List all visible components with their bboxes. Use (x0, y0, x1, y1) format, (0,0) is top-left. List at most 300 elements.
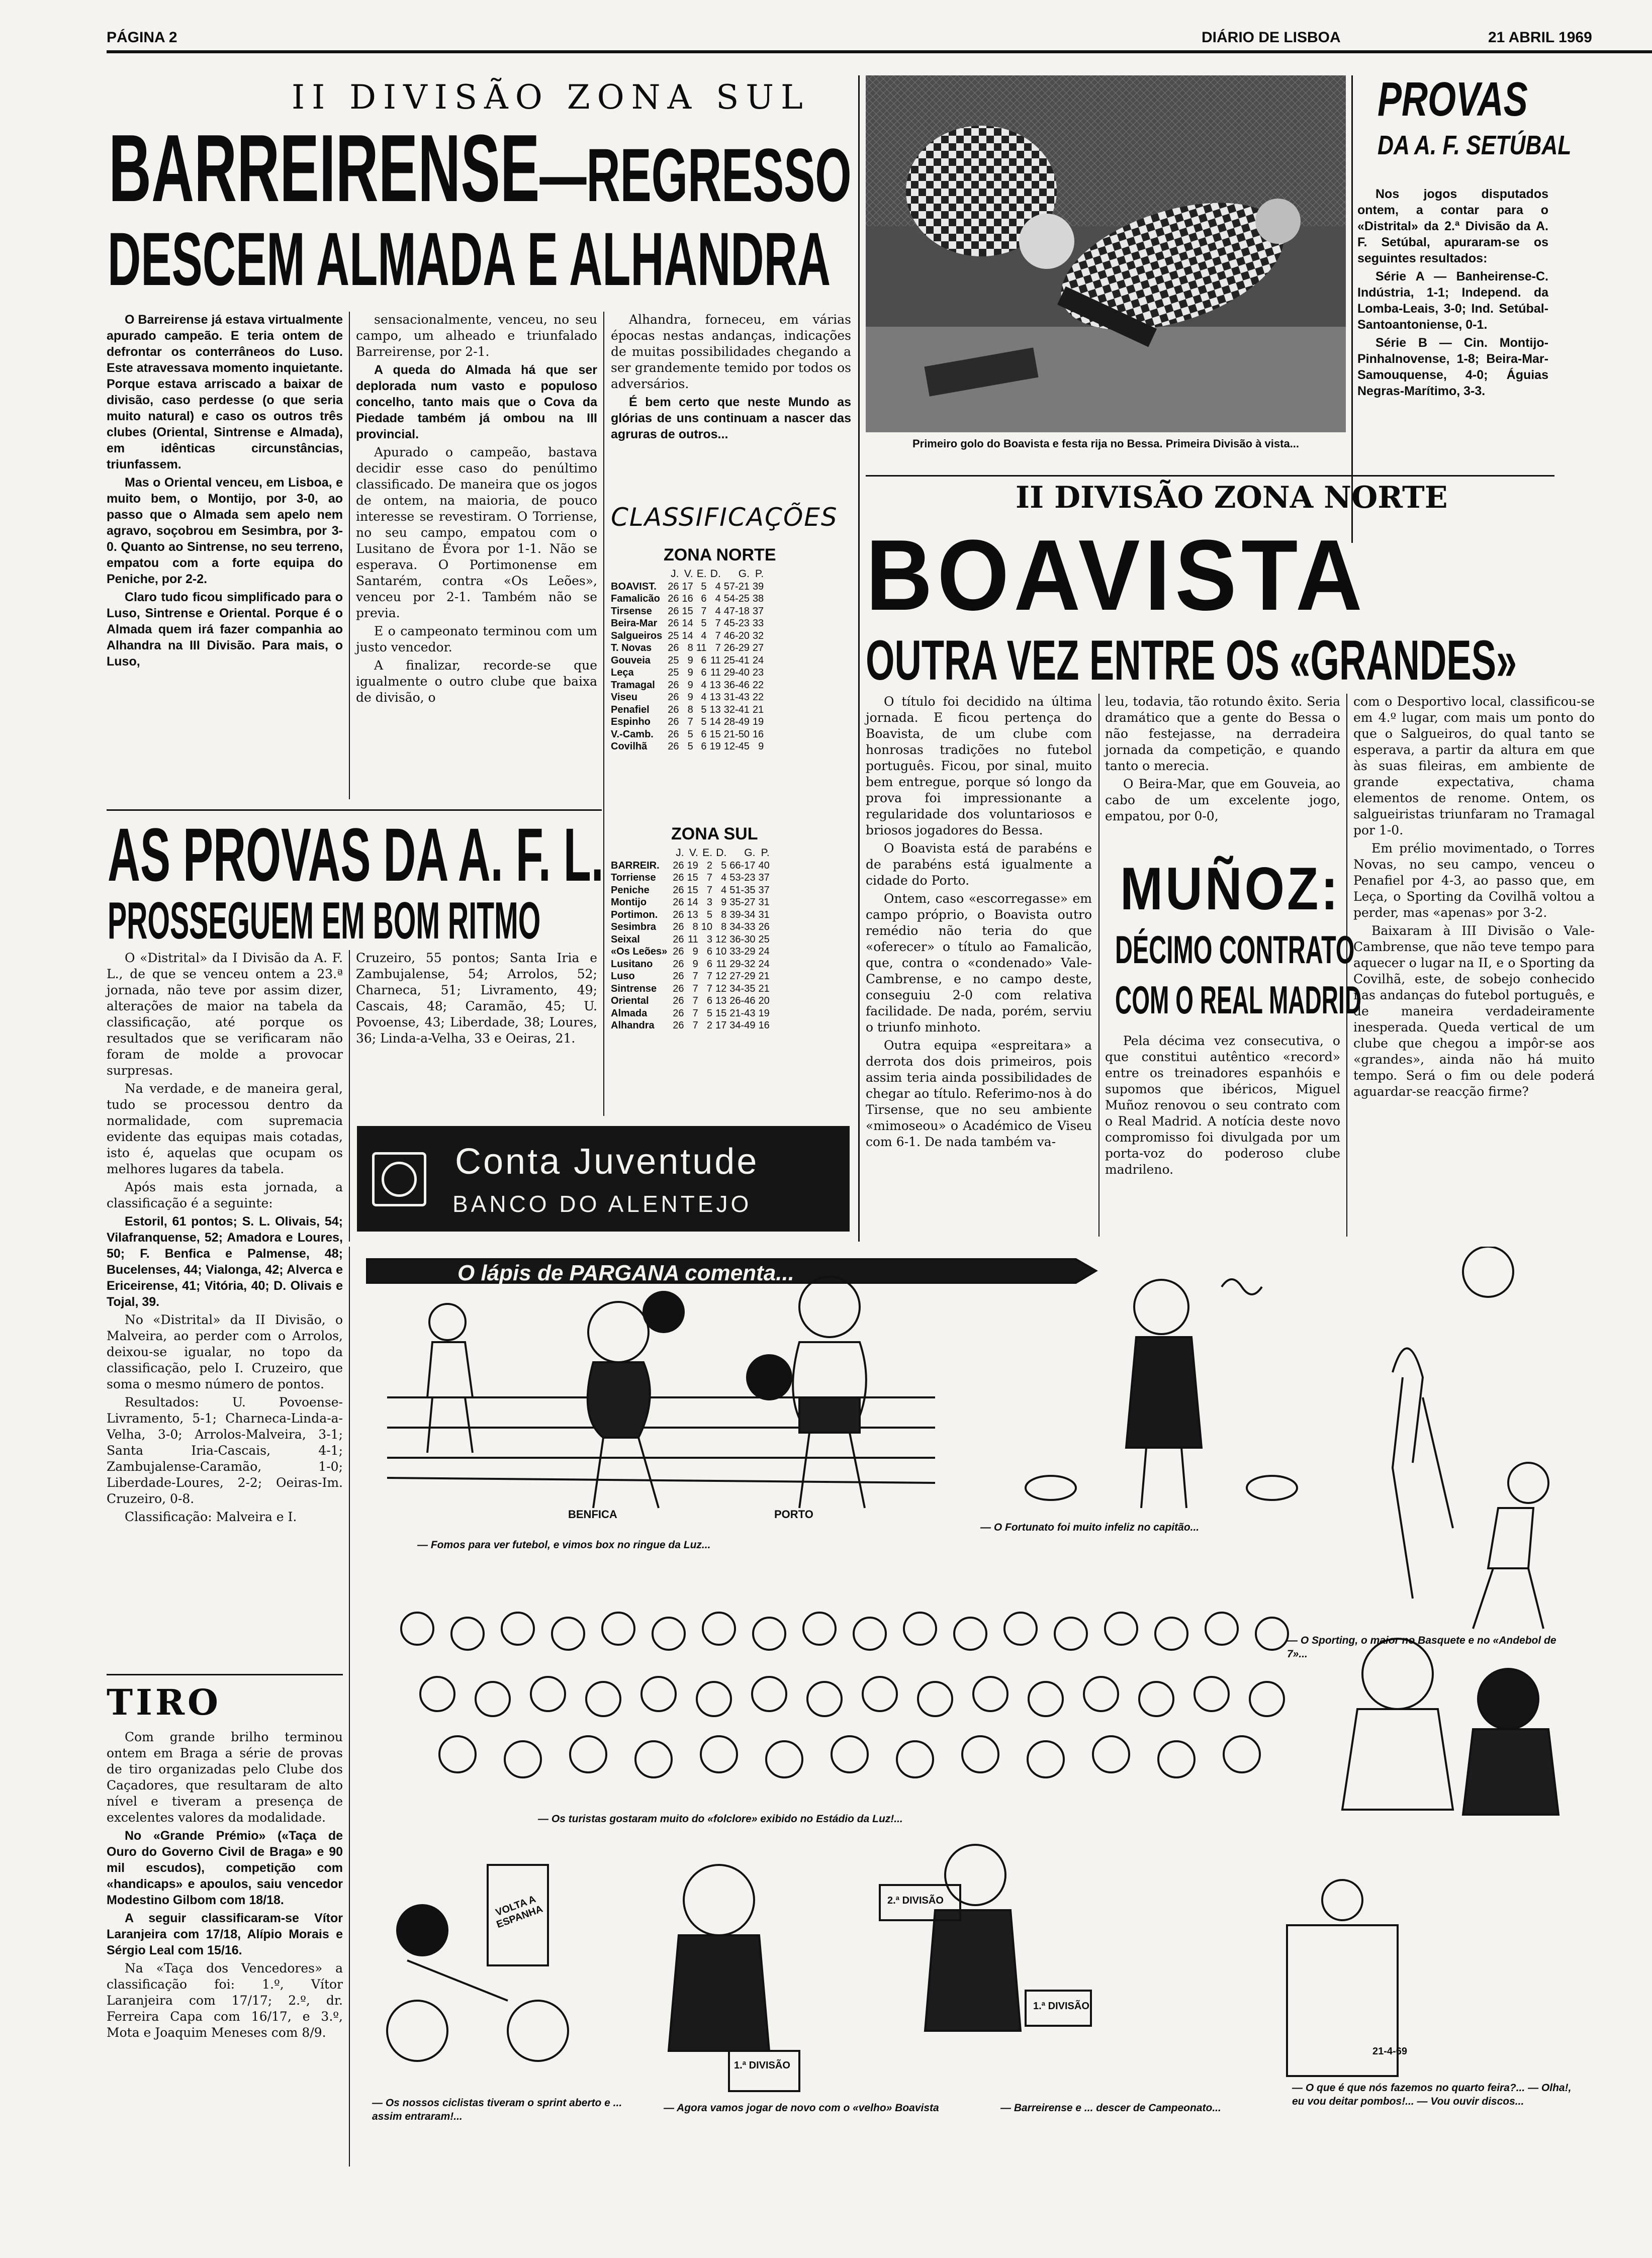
stat-cell: 19 (758, 1007, 770, 1019)
paragraph: Ontem, caso «escorregasse» em campo próprio, o Boavista outro remédio não teria do que «oferecer» o título ao Famalicão, que, contra o «condenado» Vale-Cambrense, e no campo deste, conseguiu 2-0 com relativa facilidade. De nada, porém, serviu o triunfo minhoto. (866, 891, 1092, 1034)
team-name: Salgueiros (611, 630, 663, 641)
section-rule (107, 809, 602, 811)
table-row (609, 884, 771, 897)
stat-cell: 16 (752, 728, 764, 740)
column-rule (858, 75, 860, 1242)
stat-cell: 6 (701, 741, 707, 752)
header-cell: J. (676, 847, 684, 859)
team-name: Viseu (611, 692, 637, 703)
issue-date: 21 ABRIL 1969 (1488, 29, 1592, 46)
barreirense-title (109, 115, 852, 223)
stat-cell: 26 (673, 884, 684, 896)
stat-cell: 26 (758, 921, 770, 932)
paragraph: Classificação: Malveira e I. (125, 1510, 297, 1524)
stat-cell: 39-34 (729, 909, 756, 920)
stat-cell: 11 (716, 958, 727, 970)
setubal-subtitle: DA A. F. SETÚBAL (1378, 130, 1572, 160)
team-name: Covilhã (611, 741, 648, 752)
header-cell: V. (684, 568, 693, 580)
masthead-rule (107, 50, 1652, 53)
paragraph: No «Grande Prémio» («Taça de Ouro do Governo Civil de Braga» e 90 mil escudos), competição com «handicaps» e apoulos, saiu vencedor Modestino Gilbom com 18/18. (107, 1829, 343, 1907)
stat-cell: 9 (687, 667, 693, 678)
stat-cell: 17 (715, 1020, 727, 1031)
barreirense-col-3 (611, 312, 851, 444)
standings-table-sul (609, 847, 771, 1032)
stat-cell: 11 (688, 933, 698, 945)
stat-cell: 21-50 (723, 728, 750, 740)
team-name: Seixal (611, 933, 640, 945)
paragraph: Cruzeiro, 55 pontos; Santa Iria e Zambujalense, 54; Arrolos, 52; Charneca, 51; Livramento, 49; Cascais, 48; Caramão, 45; U. Povoense, 43; Liberdade, 38; Loures, 36; Linda-a-Velha, 33 e Oeiras, 21. (356, 951, 597, 1046)
stat-cell: 5 (706, 909, 713, 920)
header-cell: J. (671, 568, 679, 580)
team-name: Espinho (611, 716, 651, 727)
table-row (609, 740, 765, 753)
page-number: PÁGINA 2 (107, 29, 177, 46)
boavista-subtitle: OUTRA VEZ ENTRE OS «GRANDES» (866, 629, 1517, 692)
bank-logo-icon (372, 1152, 426, 1206)
stat-cell: 7 (687, 716, 693, 727)
stat-cell: 54-25 (723, 593, 750, 604)
paragraph: Após mais esta jornada, a classificação é a seguinte: (107, 1180, 343, 1210)
team-name: T. Novas (611, 642, 652, 653)
stat-cell: 24 (758, 958, 770, 970)
stat-cell: 8 (687, 704, 693, 715)
stat-cell: 26 (673, 971, 684, 982)
boavista-col-2 (1105, 694, 1340, 826)
barreirense-title-main: BARREIRENSE (109, 115, 540, 222)
paragraph: A queda do Almada há que ser deplorada num vasto e populoso concelho, tanto mais que o Cova da Piedade também já ombou na III provincial. (356, 363, 597, 441)
stat-cell: 7 (692, 983, 698, 994)
table-row (609, 872, 771, 884)
section-rule (866, 475, 1554, 477)
stat-cell: 8 (687, 642, 693, 653)
table-row (609, 860, 771, 872)
paragraph: Em prélio movimentado, o Torres Novas, no seu campo, venceu o Penafiel por 4-3, ao passo que, em Leça, o Sporting da Covilhã voltou a perder, mas «apenas» por 3-2. (1353, 841, 1595, 920)
paragraph: Mas o Oriental venceu, em Lisboa, e muito bem, o Montijo, por 3-0, ao passo que o Almada sem apelo nem agravo, soçobrou em Sesimbra, por 3-0. Quanto ao Sintrense, no seu terreno, empatou com a forte equipa do Peniche, por 2-2. (107, 476, 343, 586)
table-row (609, 593, 765, 605)
table-row (609, 581, 765, 593)
column-rule (1098, 694, 1099, 1237)
stat-cell: 26 (668, 642, 679, 653)
team-name: Beira-Mar (611, 618, 658, 629)
stat-cell: 5 (701, 581, 707, 592)
stat-cell: 4 (701, 630, 707, 641)
paragraph: Estoril, 61 pontos; S. L. Olivais, 54; Vilafranquense, 52; Amadora e Loures, 50; F. Benfica e Palmense, 48; Bucelenses, 44; Vialonga, 42; Alverca e Ericeirense, 41; Vitória, 40; D. Olivais e Tojal, 39. (107, 1214, 343, 1309)
paragraph: Baixaram à III Divisão o Vale-Cambrense, que não teve tempo para aquecer o lugar na II, e o Sporting da Covilhã, este, de sobejo conhecido nas andanças do futebol português, e de maneira verdadeiramente inesperada. Queda vertical de um clube que chegou a impôr-se aos «grandes», ainda não há muito tempo. Será o fim ou dele poderá aguardar-se reacção firme? (1353, 923, 1595, 1099)
table-header-row (609, 568, 765, 581)
classificacoes-title: CLASSIFICAÇÕES (611, 503, 838, 532)
stat-cell: 32-41 (723, 704, 750, 715)
stat-cell: 13 (715, 995, 727, 1006)
stat-cell: 26 (668, 692, 679, 703)
stat-cell: 40 (758, 860, 770, 871)
stat-cell: 9 (692, 946, 698, 957)
stat-cell: 22 (752, 692, 764, 703)
stat-cell: 5 (706, 1007, 713, 1019)
setubal-title: PROVAS (1378, 72, 1528, 126)
stat-cell: 26 (668, 716, 679, 727)
ad-headline: Conta Juventude (455, 1142, 759, 1182)
paragraph: É bem certo que neste Mundo as glórias de uns continuam a nascer das agruras de outros... (611, 395, 851, 441)
stat-cell: 9 (687, 679, 693, 691)
paragraph: O Beira-Mar, que em Gouveia, ao cabo de um excelente jogo, empatou, por 0-0, (1105, 777, 1340, 823)
table-header-row (609, 847, 771, 860)
stat-cell: 26 (673, 958, 684, 970)
stat-cell: 26 (673, 909, 684, 920)
column-rule (603, 312, 604, 1116)
team-name: BOAVIST. (611, 581, 657, 592)
boavista-title: BOAVISTA (866, 519, 1367, 631)
table-row (609, 630, 765, 642)
stat-cell: 8 (721, 909, 727, 920)
stat-cell: 26 (668, 679, 679, 691)
boavista-kicker: II DIVISÃO ZONA NORTE (1016, 480, 1448, 515)
stat-cell: 12-45 (723, 741, 750, 752)
munoz-subtitle-2: COM O REAL MADRID (1115, 978, 1362, 1022)
stat-cell: 26 (668, 728, 679, 740)
paragraph: Na verdade, e de maneira geral, tudo se processou dentro da normalidade, com supremacia evidente das equipas mais cotadas, isto é, aquelas que ocupam os melhores lugares da tabela. (107, 1081, 343, 1176)
table-row (609, 679, 765, 692)
stat-cell: 26 (668, 593, 679, 604)
stat-cell: 10 (701, 921, 713, 932)
stat-cell: 21 (758, 983, 770, 994)
stat-cell: 9 (687, 692, 693, 703)
stat-cell: 3 (706, 897, 713, 908)
paragraph: Nos jogos disputados ontem, a contar para o «Distrital» da 2.ª Divisão da A. F. Setúbal, apuraram-se os seguintes resultados: (1357, 187, 1548, 265)
stat-cell: 8 (721, 921, 727, 932)
paragraph: com o Desportivo local, classificou-se em 4.º lugar, com mais um ponto do que o Salgueiros, do qual tanto se esperava, a partir da altura em que às suas fileiras, em ambiente de grande expectativa, chama elementos de renome. Ontem, os salgueiristas triunfaram no Tramagal por 1-0. (1353, 694, 1595, 837)
label-volta: VOLTA A ESPANHA (494, 1894, 544, 1931)
team-name: Montijo (611, 897, 647, 908)
paragraph: Pela décima vez consecutiva, o que constitui autêntico «record» entre os treinadores espanhóis e supomos que ibéricos, Miguel Muñoz renovou o seu contrato com o Real Madrid. A notícia deste novo compromisso foi divulgada por um porta-voz do poderoso clube madrileno. (1105, 1033, 1340, 1177)
stat-cell: 21 (752, 704, 764, 715)
stat-cell: 46-20 (723, 630, 750, 641)
stat-cell: 5 (687, 741, 693, 752)
paragraph: O «Distrital» da I Divisão da A. F. L., de que se venceu ontem a 23.ª jornada, não teve por assim dizer, alterações de maior na tabela da classificação, até porque os resultados que se verificaram não foram de molde a provocar surpresas. (107, 951, 343, 1078)
stat-cell: 36-30 (729, 933, 756, 945)
caption-futuro: — O que é que nós fazemos no quarto feira?... — Olha!, eu vou deitar pombos!... — Vou ouvir discos... (1292, 2082, 1572, 2107)
stat-cell: 26 (673, 872, 684, 883)
stat-cell: 9 (721, 897, 727, 908)
stat-cell: 26 (673, 921, 684, 932)
stat-cell: 4 (701, 692, 707, 703)
munoz-title: MUÑOZ: (1120, 855, 1341, 922)
stat-cell: 6 (706, 958, 713, 970)
stat-cell: 9 (687, 654, 693, 666)
stat-cell: 26 (668, 618, 679, 629)
stat-cell: 26 (673, 995, 684, 1006)
stat-cell: 47-18 (723, 605, 750, 617)
stat-cell: 5 (701, 704, 707, 715)
stat-cell: 20 (758, 995, 770, 1006)
stat-cell: 24 (752, 654, 764, 666)
paragraph: Claro tudo ficou simplificado para o Luso, Sintrense e Oriental. Porque é o Almada quem irá fazer companhia ao Alhandra na III Divisão. Para mais, o Luso, (107, 590, 343, 669)
table-row (609, 970, 771, 983)
stat-cell: 37 (752, 605, 764, 617)
column-rule (1351, 75, 1353, 543)
paragraph: A seguir classificaram-se Vítor Laranjeira com 17/18, Alípio Morais e Sérgio Leal com 15/16. (107, 1911, 343, 1957)
stat-cell: 13 (709, 692, 721, 703)
stat-cell: 15 (709, 728, 721, 740)
stat-cell: 16 (758, 1020, 770, 1031)
stat-cell: 15 (715, 1007, 727, 1019)
caption-ciclistas: — Os nossos ciclistas tiveram o sprint aberto e ... assim entraram!... (372, 2097, 622, 2122)
stat-cell: 5 (687, 728, 693, 740)
stat-cell: 14 (682, 618, 693, 629)
team-name: Torriense (611, 872, 656, 883)
label-divisao-2: 2.ª DIVISÃO (887, 1895, 944, 1906)
stat-cell: 34-33 (729, 921, 756, 932)
stat-cell: 12 (715, 971, 727, 982)
header-cell: E. (696, 568, 707, 580)
paragraph: Série A — Banheirense-C. Indústria, 1-1; Independ. da Lomba-Leais, 3-0; Ind. Setúbal-Santoantoniense, 0-1. (1357, 269, 1548, 332)
stat-cell: 6 (701, 667, 707, 678)
paragraph: leu, todavia, tão rotundo êxito. Seria dramático que a gente do Bessa o não festejasse, na derradeira jornada da competição, e quando tanto o merecia. (1105, 694, 1340, 773)
caption-barreirense: — Barreirense e ... descer de Campeonato... (1000, 2102, 1221, 2114)
team-name: BARREIR. (611, 860, 660, 871)
barreirense-subtitle: DESCEM ALMADA E ALHANDRA (108, 217, 831, 301)
stat-cell: 4 (715, 605, 721, 617)
stat-cell: 21 (758, 971, 770, 982)
stat-cell: 15 (687, 884, 698, 896)
team-name: Tramagal (611, 679, 655, 691)
stat-cell: 24 (758, 946, 770, 957)
caption-sporting: — O Sporting, o maior no Basquete e no «Andebol de 7»... (1287, 1635, 1556, 1660)
table-row (609, 958, 771, 971)
stat-cell: 29-40 (723, 667, 750, 678)
munoz-text (1105, 1033, 1340, 1180)
paragraph: sensacionalmente, venceu, no seu campo, um alheado e triunfalado Barreirense, por 2-1. (356, 312, 597, 359)
stat-cell: 26 (668, 704, 679, 715)
header-cell (609, 847, 671, 860)
team-name: Sintrense (611, 983, 657, 994)
stat-cell: 9 (692, 958, 698, 970)
stat-cell: 7 (692, 995, 698, 1006)
stat-cell: 51-35 (729, 884, 756, 896)
stat-cell: 22 (752, 679, 764, 691)
stat-cell: 26 (673, 983, 684, 994)
boavista-col-3 (1353, 694, 1595, 1102)
table-row (609, 983, 771, 995)
ad-bank-name: BANCO DO ALENTEJO (452, 1191, 752, 1217)
barreirense-col-1 (107, 312, 343, 672)
team-name: Gouveia (611, 654, 651, 666)
paragraph: Na «Taça dos Vencedores» a classificação foi: 1.º, Vítor Laranjeira com 17/17; 2.º, dr. Ferreira Capa com 16/17, e 3.º, Mota e Joaquim Meneses com 8/9. (107, 1961, 343, 2040)
stat-cell: 31 (758, 909, 770, 920)
column-rule (349, 312, 350, 799)
stat-cell: 26-46 (729, 995, 756, 1006)
stat-cell: 11 (710, 667, 721, 678)
stat-cell: 5 (701, 618, 707, 629)
paragraph: O Boavista está de parabéns e de parabéns está igualmente a cidade do Porto. (866, 841, 1092, 888)
zona-sul-title: ZONA SUL (671, 824, 758, 843)
conta-juventude-ad[interactable] (357, 1126, 850, 1232)
stat-cell: 37 (758, 872, 770, 883)
tiro-text (107, 1729, 343, 2043)
stat-cell: 16 (682, 593, 693, 604)
stat-cell: 66-17 (729, 860, 756, 871)
stat-cell: 14 (709, 716, 721, 727)
team-name: Peniche (611, 884, 650, 896)
stat-cell: 57-21 (723, 581, 750, 592)
stat-cell: 13 (687, 909, 698, 920)
afl-title: AS PROVAS DA A. F. L. (108, 812, 604, 897)
stat-cell: 4 (701, 679, 707, 691)
header-cell: P. (761, 847, 770, 859)
table-row (609, 704, 765, 716)
paragraph: O Barreirense já estava virtualmente apurado campeão. E teria ontem de defrontar os conterrâneos do Luso. Este atravessava momento inquietante. Porque estava arriscado a baixar de divisão, caso perdesse (o que seria muito natural) e caso os outros três clubes (Oriental, Sintrense e Almada), em idênticas circunstâncias, triunfassem. (107, 313, 343, 472)
zona-norte-table (609, 568, 853, 753)
stat-cell: 31-43 (723, 692, 750, 703)
stat-cell: 7 (715, 642, 721, 653)
column-rule (349, 1247, 350, 2167)
stat-cell: 38 (752, 593, 764, 604)
header-cell: D. (710, 568, 721, 580)
paragraph: O título foi decidido na última jornada. E ficou pertença do Boavista, de um clube com honrosas tradições no futebol português. Ficou, por sinal, muito bem entregue, porque só longo da prova foi impressionante a regularidade dos voluntariosos e briosos jogadores do Bessa. (866, 694, 1092, 837)
stat-cell: 37 (758, 884, 770, 896)
table-row (609, 728, 765, 741)
stat-cell: 25 (668, 654, 679, 666)
stat-cell: 7 (706, 983, 713, 994)
caption-boavista: — Agora vamos jogar de novo com o «velho» Boavista (664, 2102, 939, 2114)
table-row (609, 605, 765, 618)
paragraph: Alhandra, forneceu, em várias épocas nestas andanças, indicações de muitas possibilidades chegando a ser grandemente temido por todos os adversários. (611, 312, 851, 391)
stat-cell: 7 (706, 884, 713, 896)
stat-cell: 26 (673, 1020, 684, 1031)
label-porto: PORTO (774, 1508, 813, 1521)
header-cell (609, 568, 666, 581)
stat-cell: 2 (706, 860, 713, 871)
paragraph: E o campeonato terminou com um justo vencedor. (356, 624, 597, 654)
team-name: Leça (611, 667, 634, 678)
stat-cell: 7 (701, 605, 707, 617)
stat-cell: 26 (668, 581, 679, 592)
caption-box: — Fomos para ver futebol, e vimos box no ringue da Luz... (417, 1539, 711, 1551)
table-row (609, 1019, 771, 1032)
stat-cell: 7 (692, 1020, 698, 1031)
header-cell: G. (738, 568, 750, 580)
stat-cell: 6 (706, 995, 713, 1006)
stat-cell: 4 (721, 884, 727, 896)
table-row (609, 642, 765, 654)
stat-cell: 6 (701, 728, 707, 740)
stat-cell: 15 (687, 872, 698, 883)
stat-cell: 21-43 (729, 1007, 756, 1019)
stat-cell: 27 (752, 642, 764, 653)
stat-cell: 14 (687, 897, 698, 908)
paragraph: No «Distrital» da II Divisão, o Malveira, ao perder com o Arrolos, deixou-se igualar, no topo da classificação, pelo I. Cruzeiro, que soma o mesmo número de pontos. (107, 1312, 343, 1391)
table-row (609, 667, 765, 679)
photo-illustration (866, 75, 1346, 432)
stat-cell: 33-29 (729, 946, 756, 957)
stat-cell: 13 (709, 679, 721, 691)
stat-cell: 6 (706, 946, 713, 957)
stat-cell: 7 (706, 971, 713, 982)
header-cell: V. (689, 847, 698, 859)
table-row (609, 896, 771, 909)
team-name: Famalicão (611, 593, 660, 604)
stat-cell: 25 (758, 933, 770, 945)
stat-cell: 26 (673, 1007, 684, 1019)
stat-cell: 26 (668, 741, 679, 752)
stat-cell: 26 (673, 933, 684, 945)
table-row (609, 909, 771, 921)
zona-sul-table (609, 847, 853, 1032)
stat-cell: 5 (701, 716, 707, 727)
boavista-goal-photo (866, 75, 1346, 432)
table-row (609, 691, 765, 704)
stat-cell: 17 (682, 581, 693, 592)
stat-cell: 34-49 (729, 1020, 756, 1031)
team-name: «Os Leões» (611, 946, 668, 957)
cartoon-drawings (357, 1247, 1584, 2146)
standings-table-norte (609, 568, 765, 753)
paragraph: Outra equipa «espreitara» a derrota dos dois primeiros, pois assim teria ainda possibilidades de chegar ao título. Referimo-nos à do Tirsense, que no seu ambiente «mimoseou» o Académico de Viseu com 6-1. De nada também va- (866, 1038, 1092, 1149)
stat-cell: 11 (696, 642, 707, 653)
stat-cell: 19 (752, 716, 764, 727)
stat-cell: 4 (715, 593, 721, 604)
table-row (609, 716, 765, 728)
stat-cell: 34-35 (729, 983, 756, 994)
stat-cell: 35-27 (729, 897, 756, 908)
section-rule (107, 1674, 343, 1675)
barreirense-kicker: II DIVISÃO ZONA SUL (292, 78, 810, 117)
team-name: Alhandra (611, 1020, 655, 1031)
barreirense-title-regresso: —REGRESSO (539, 133, 852, 217)
team-name: Almada (611, 1007, 648, 1019)
team-name: Penafiel (611, 704, 650, 715)
afl-col-2 (356, 950, 597, 1049)
stat-cell: 45-23 (723, 618, 750, 629)
label-benfica: BENFICA (568, 1508, 617, 1521)
header-cell: D. (716, 847, 727, 859)
table-row (609, 933, 771, 946)
team-name: Portimon. (611, 909, 658, 920)
cartoon-banner: O lápis de PARGANA comenta... (457, 1261, 794, 1285)
cartoon-panel (357, 1247, 1584, 2146)
stat-cell: 36-46 (723, 679, 750, 691)
stat-cell: 26-29 (723, 642, 750, 653)
stat-cell: 2 (706, 1020, 713, 1031)
stat-cell: 10 (715, 946, 727, 957)
caption-fortunato: — O Fortunato foi muito infeliz no capitão... (980, 1522, 1200, 1533)
stat-cell: 7 (706, 872, 713, 883)
stat-cell: 14 (682, 630, 693, 641)
stat-cell: 28-49 (723, 716, 750, 727)
stat-cell: 12 (715, 983, 727, 994)
header-cell: G. (744, 847, 756, 859)
stat-cell: 23 (752, 667, 764, 678)
stat-cell: 7 (692, 1007, 698, 1019)
table-row (609, 921, 771, 933)
stat-cell: 39 (752, 581, 764, 592)
stat-cell: 26 (673, 946, 684, 957)
team-name: Tirsense (611, 605, 652, 617)
team-name: V.-Camb. (611, 728, 654, 740)
team-name: Lusitano (611, 958, 653, 970)
paper-name: DIÁRIO DE LISBOA (1202, 29, 1341, 46)
stat-cell: 32 (752, 630, 764, 641)
column-rule (349, 950, 350, 1242)
stat-cell: 6 (701, 654, 707, 666)
label-divisao-1: 1.ª DIVISÃO (734, 2060, 790, 2071)
paragraph: Resultados: U. Povoense-Livramento, 5-1; Charneca-Linda-a-Velha, 3-0; Arrolos-Malveira, 3-1; Santa Iria-Cascais, 4-1; Zambujalense-Caramão, 1-0; Liberdade-Loures, 2-2; Oeiras-Im. Cruzeiro, 0-8. (107, 1395, 343, 1506)
afl-subtitle: PROSSEGUEM EM BOM RITMO (108, 892, 541, 950)
photo-caption: Primeiro golo do Boavista e festa rija no Bessa. Primeira Divisão à vista... (912, 437, 1300, 450)
stat-cell: 25 (668, 630, 679, 641)
stat-cell: 11 (710, 654, 721, 666)
stat-cell: 3 (706, 933, 713, 945)
